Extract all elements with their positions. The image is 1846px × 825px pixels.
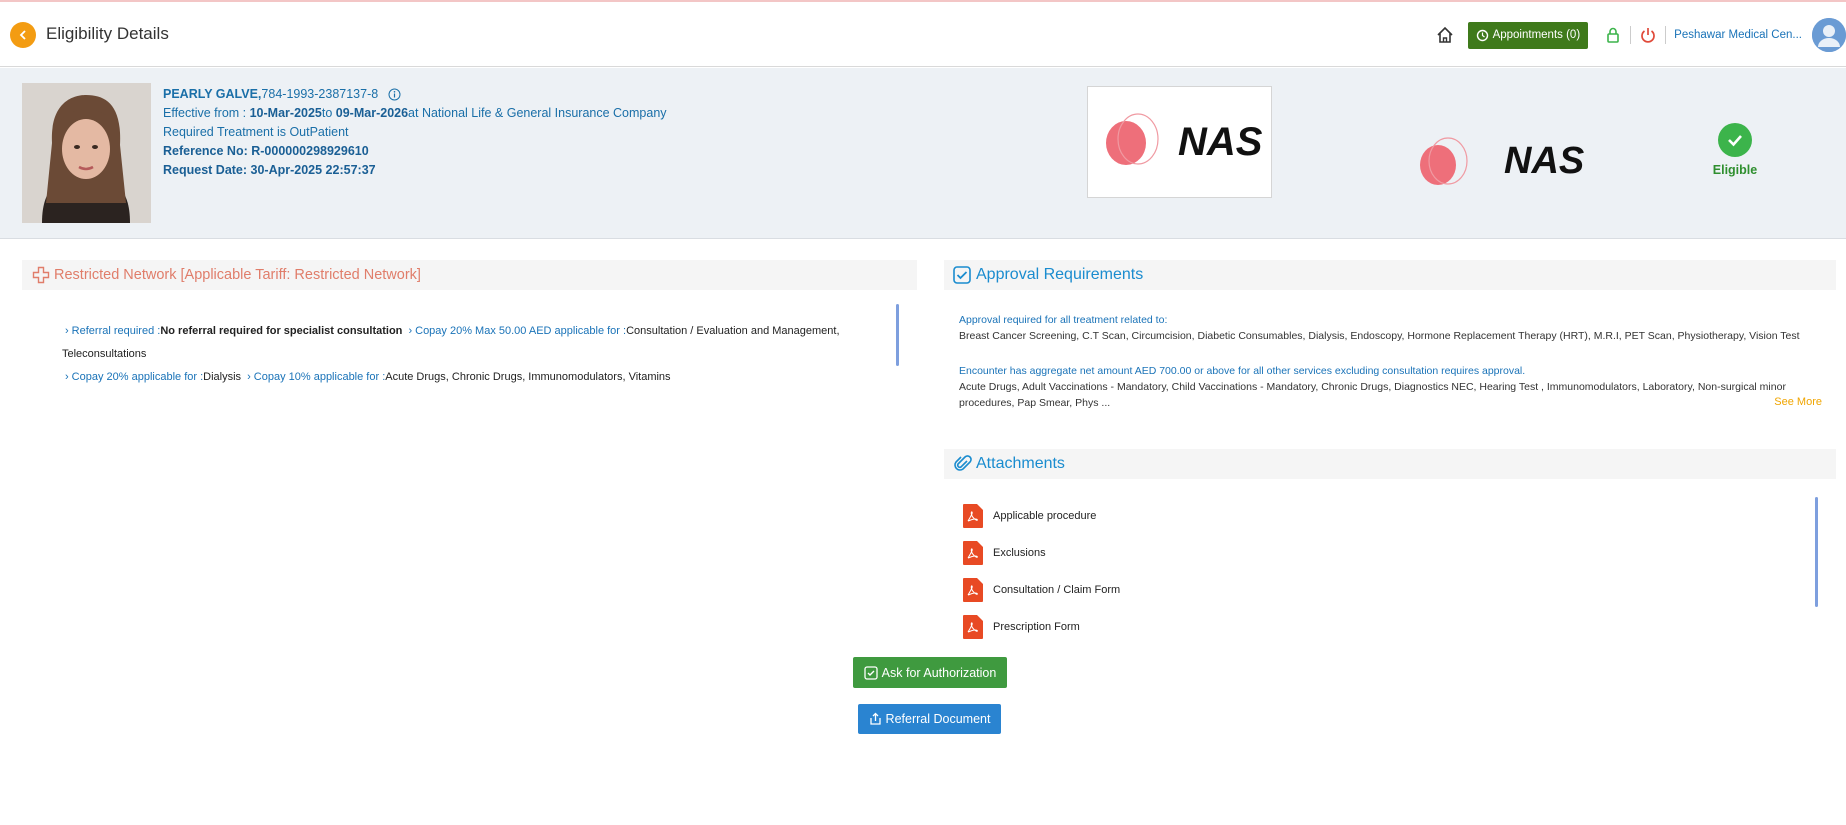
to-word: to	[321, 106, 336, 120]
benefit-line-2	[62, 366, 902, 389]
upload-icon	[869, 712, 882, 726]
toolbar-divider	[1665, 26, 1666, 44]
facility-selector[interactable]: Peshawar Medical Cen...	[1674, 29, 1802, 41]
approval-block2-text: Acute Drugs, Adult Vaccinations - Mandatory, Child Vaccinations - Mandatory, Chronic Drugs, Diagnostics NEC, Hearing Test , Immunomodulators, Laboratory, Non-surgical minor procedures, Pap Smear, Phys ...	[959, 381, 1786, 409]
benefit-value: Consultation / Evaluation and Management, Teleconsultations	[62, 325, 840, 360]
eligibility-label: Eligible	[1712, 163, 1758, 177]
insurer-logo-text: NAS	[1178, 120, 1263, 164]
ask-authorization-button[interactable]	[853, 657, 1007, 688]
calendar-sync-icon	[1476, 29, 1489, 42]
pdf-icon	[963, 504, 983, 528]
chevron-left-icon	[17, 29, 29, 41]
attachment-label: Exclusions	[993, 546, 1046, 559]
header-toolbar	[1434, 18, 1846, 52]
patient-name: PEARLY GALVE,	[163, 87, 262, 101]
patient-emirates-id: 784-1993-2387137-8	[261, 87, 379, 101]
tpa-logo	[1410, 123, 1610, 203]
pdf-icon	[963, 541, 983, 565]
power-icon[interactable]	[1639, 26, 1657, 44]
attachments-panel-header	[944, 449, 1836, 479]
network-scrollbar[interactable]	[896, 304, 899, 366]
patient-photo	[22, 83, 151, 223]
pdf-icon	[963, 615, 983, 639]
attachment-item[interactable]	[963, 571, 1813, 608]
toolbar-divider	[1630, 26, 1631, 44]
lock-icon[interactable]	[1604, 26, 1622, 44]
chevron-right-icon: ›	[65, 371, 69, 383]
policy-validity	[163, 104, 667, 123]
chevron-right-icon: ›	[65, 325, 69, 337]
user-avatar[interactable]	[1812, 18, 1846, 52]
network-title: Restricted Network [Applicable Tariff: Restricted Network]	[54, 267, 421, 283]
effective-to: 09-Mar-2026	[335, 106, 409, 120]
benefit-label: Copay 10% applicable for :	[253, 371, 386, 383]
reference-number: Reference No: R-000000298929610	[163, 144, 369, 158]
approval-details	[959, 312, 1821, 411]
attachments-list	[963, 497, 1813, 633]
effective-prefix: Effective from :	[163, 106, 250, 120]
network-benefits	[62, 320, 902, 389]
attachment-item[interactable]	[963, 497, 1813, 534]
referral-document-label: Referral Document	[885, 712, 991, 726]
attachments-title: Attachments	[976, 455, 1065, 472]
attachment-label: Prescription Form	[993, 620, 1080, 633]
benefit-label: Referral required :	[71, 325, 161, 337]
attachment-label: Applicable procedure	[993, 509, 1097, 522]
attachments-scrollbar[interactable]	[1815, 497, 1818, 607]
page-header	[0, 2, 1846, 67]
see-more-link[interactable]: See More	[1774, 396, 1822, 408]
benefit-value: Acute Drugs, Chronic Drugs, Immunomodulators, Vitamins	[385, 371, 671, 383]
checkbox-checked-icon	[952, 265, 972, 285]
medical-cross-icon	[32, 266, 50, 284]
request-date: Request Date: 30-Apr-2025 22:57:37	[163, 163, 376, 177]
pdf-icon	[963, 578, 983, 602]
info-icon[interactable]	[388, 88, 401, 101]
checkbox-checked-icon	[864, 666, 878, 680]
chevron-right-icon: ›	[247, 371, 251, 383]
patient-summary	[0, 68, 1846, 239]
ask-authorization-label: Ask for Authorization	[881, 665, 997, 680]
paperclip-icon	[954, 454, 972, 474]
eligibility-status	[1705, 123, 1765, 177]
appointments-label: Appointments (0)	[1492, 29, 1581, 41]
benefit-label: Copay 20% Max 50.00 AED applicable for :	[415, 325, 627, 337]
treatment-type: Required Treatment is OutPatient	[163, 125, 349, 139]
approval-block2-title: Encounter has aggregate net amount AED 700.00 or above for all other services excluding consultation requires approval.	[959, 365, 1526, 377]
effective-from: 10-Mar-2025	[249, 106, 322, 120]
back-button[interactable]	[10, 22, 36, 48]
attachment-item[interactable]	[963, 608, 1813, 645]
insurer-name: at National Life & General Insurance Company	[408, 106, 667, 120]
benefit-value: Dialysis	[203, 371, 242, 383]
patient-name-row	[163, 85, 667, 104]
page-title: Eligibility Details	[46, 24, 169, 43]
chevron-right-icon: ›	[408, 325, 413, 337]
approval-panel-header	[944, 260, 1836, 290]
benefit-line-1	[62, 320, 902, 366]
user-icon	[1812, 18, 1846, 52]
network-panel-header	[22, 260, 917, 290]
appointments-button[interactable]	[1468, 22, 1589, 49]
attachment-label: Consultation / Claim Form	[993, 583, 1121, 596]
attachment-item[interactable]	[963, 534, 1813, 571]
approval-title: Approval Requirements	[976, 266, 1144, 283]
check-circle-icon	[1718, 123, 1752, 157]
insurer-logo	[1087, 86, 1272, 198]
patient-info	[163, 85, 667, 180]
home-icon[interactable]	[1434, 24, 1456, 46]
tpa-logo-text: NAS	[1504, 140, 1585, 182]
referral-document-button[interactable]	[858, 704, 1001, 734]
approval-block1-title: Approval required for all treatment related to:	[959, 314, 1168, 326]
benefit-value: No referral required for specialist consultation	[160, 325, 403, 337]
approval-block1-text: Breast Cancer Screening, C.T Scan, Circumcision, Diabetic Consumables, Dialysis, Endoscopy, Hormone Replacement Therapy (HRT), M.R.I, PET Scan, Physiotherapy, Vision Test	[959, 330, 1800, 342]
benefit-label: Copay 20% applicable for :	[71, 371, 204, 383]
